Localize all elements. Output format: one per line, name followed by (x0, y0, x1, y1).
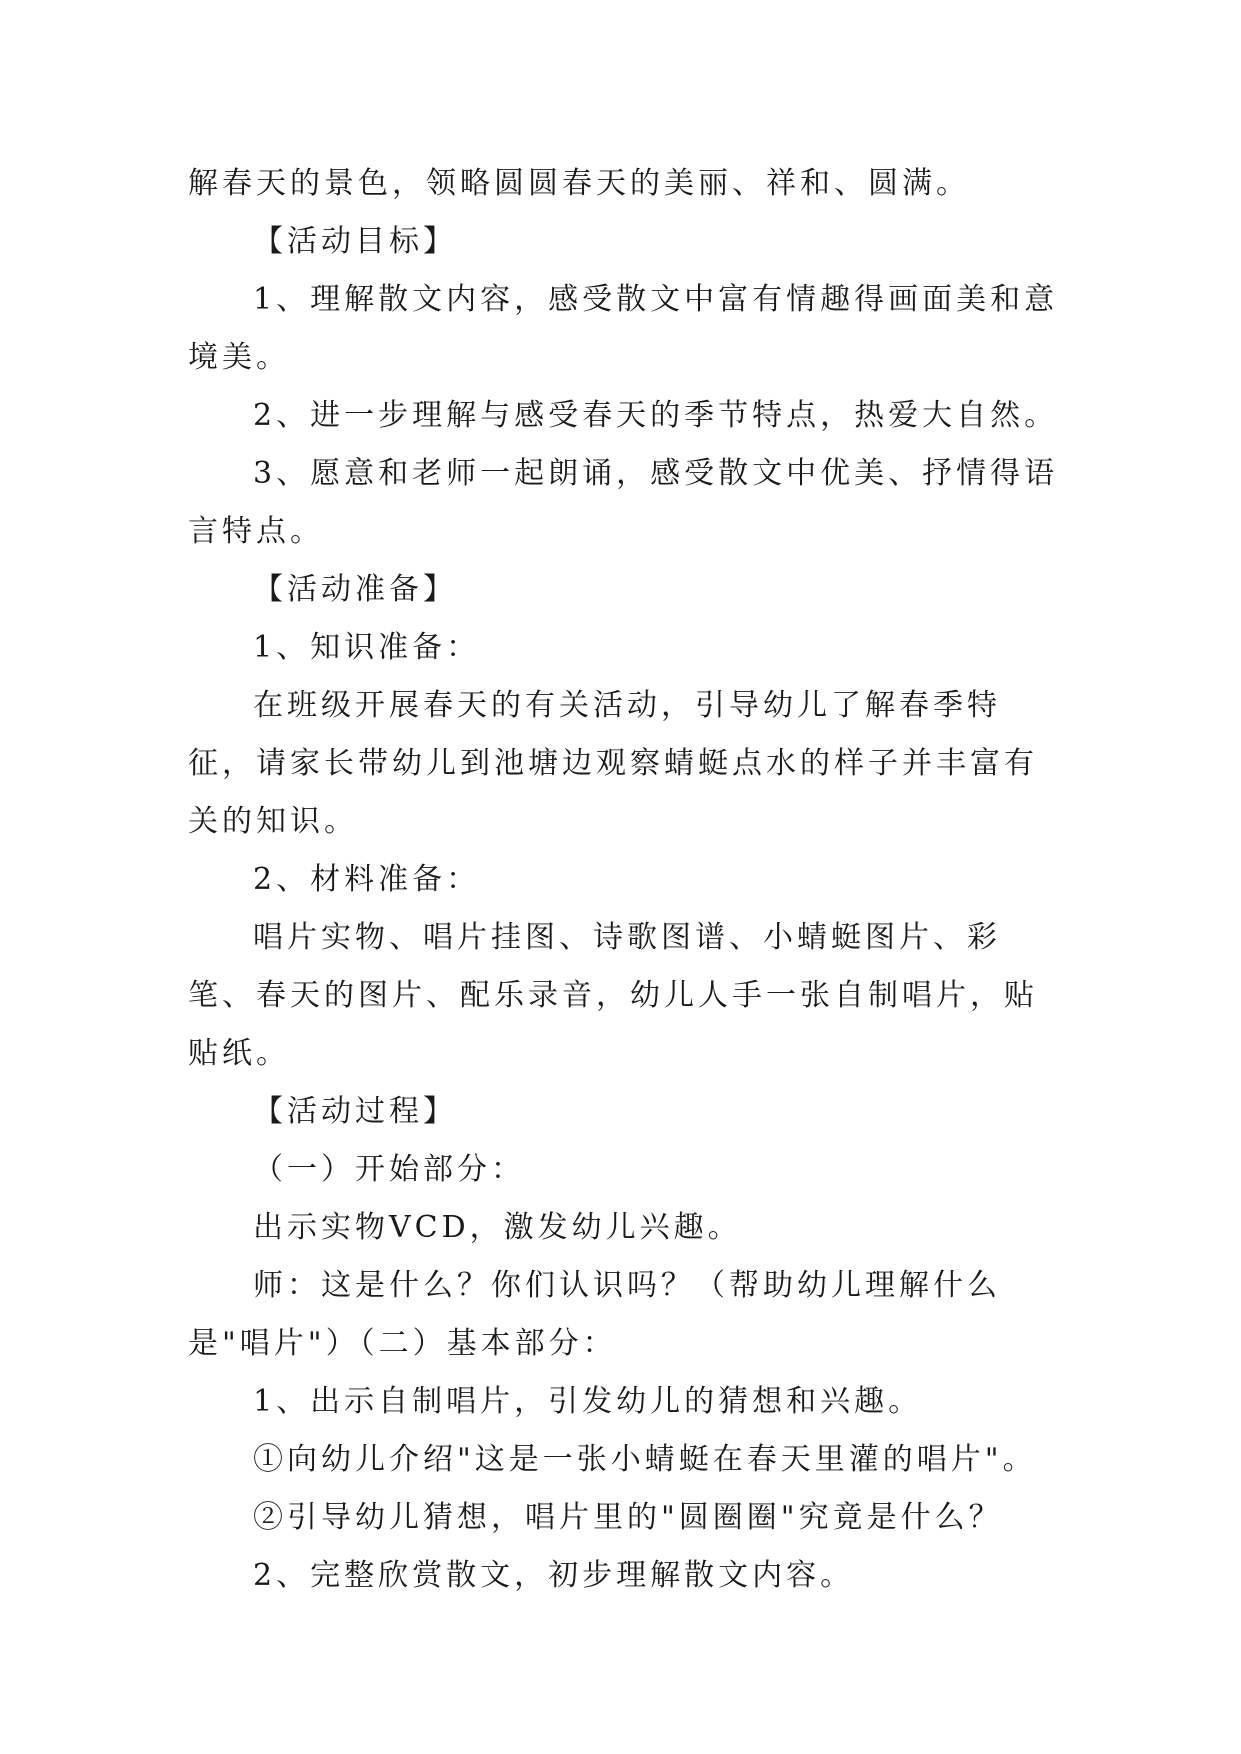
preparation-item-1-detail: 在班级开展春天的有关活动，引导幼儿了解春季特征，请家长带幼儿到池塘边观察蜻蜓点水的样子并丰富有关的知识。 (188, 688, 1038, 839)
process-step-2: 2、完整欣赏散文，初步理解散文内容。 (253, 1558, 855, 1593)
document-body (188, 155, 1068, 1605)
preparation-item-2-detail: 唱片实物、唱片挂图、诗歌图谱、小蜻蜓图片、彩笔、春天的图片、配乐录音，幼儿人手一张自制唱片，贴贴纸。 (188, 920, 1038, 1071)
process-step-1b: ②引导幼儿猜想，唱片里的"圆圈圈"究竟是什么？ (253, 1500, 1003, 1535)
goal-item-1: 1、理解散文内容，感受散文中富有情趣得画面美和意境美。 (188, 282, 1059, 375)
process-teacher-question: 师：这是什么？你们认识吗？（帮助幼儿理解什么是"唱片"）（二）基本部分： (188, 1268, 1001, 1361)
preparation-item-1: 1、知识准备： (253, 630, 481, 665)
preparation-item-2: 2、材料准备： (253, 862, 481, 897)
process-step-1: 1、出示自制唱片，引发幼儿的猜想和兴趣。 (253, 1384, 923, 1419)
process-part-1: （一）开始部分： (253, 1152, 525, 1187)
process-step-show-vcd: 出示实物VCD，激发幼儿兴趣。 (253, 1210, 742, 1245)
section-heading-preparation: 【活动准备】 (253, 572, 457, 607)
section-heading-process: 【活动过程】 (253, 1094, 457, 1129)
goal-item-2: 2、进一步理解与感受春天的季节特点，热爱大自然。 (253, 398, 1059, 433)
process-step-1a: ①向幼儿介绍"这是一张小蜻蜓在春天里灌的唱片"。 (253, 1442, 1037, 1477)
section-heading-goals: 【活动目标】 (253, 224, 457, 259)
goal-item-3: 3、愿意和老师一起朗诵，感受散文中优美、抒情得语言特点。 (188, 456, 1059, 549)
paragraph-continuation: 解春天的景色，领略圆圆春天的美丽、祥和、圆满。 (188, 166, 970, 201)
